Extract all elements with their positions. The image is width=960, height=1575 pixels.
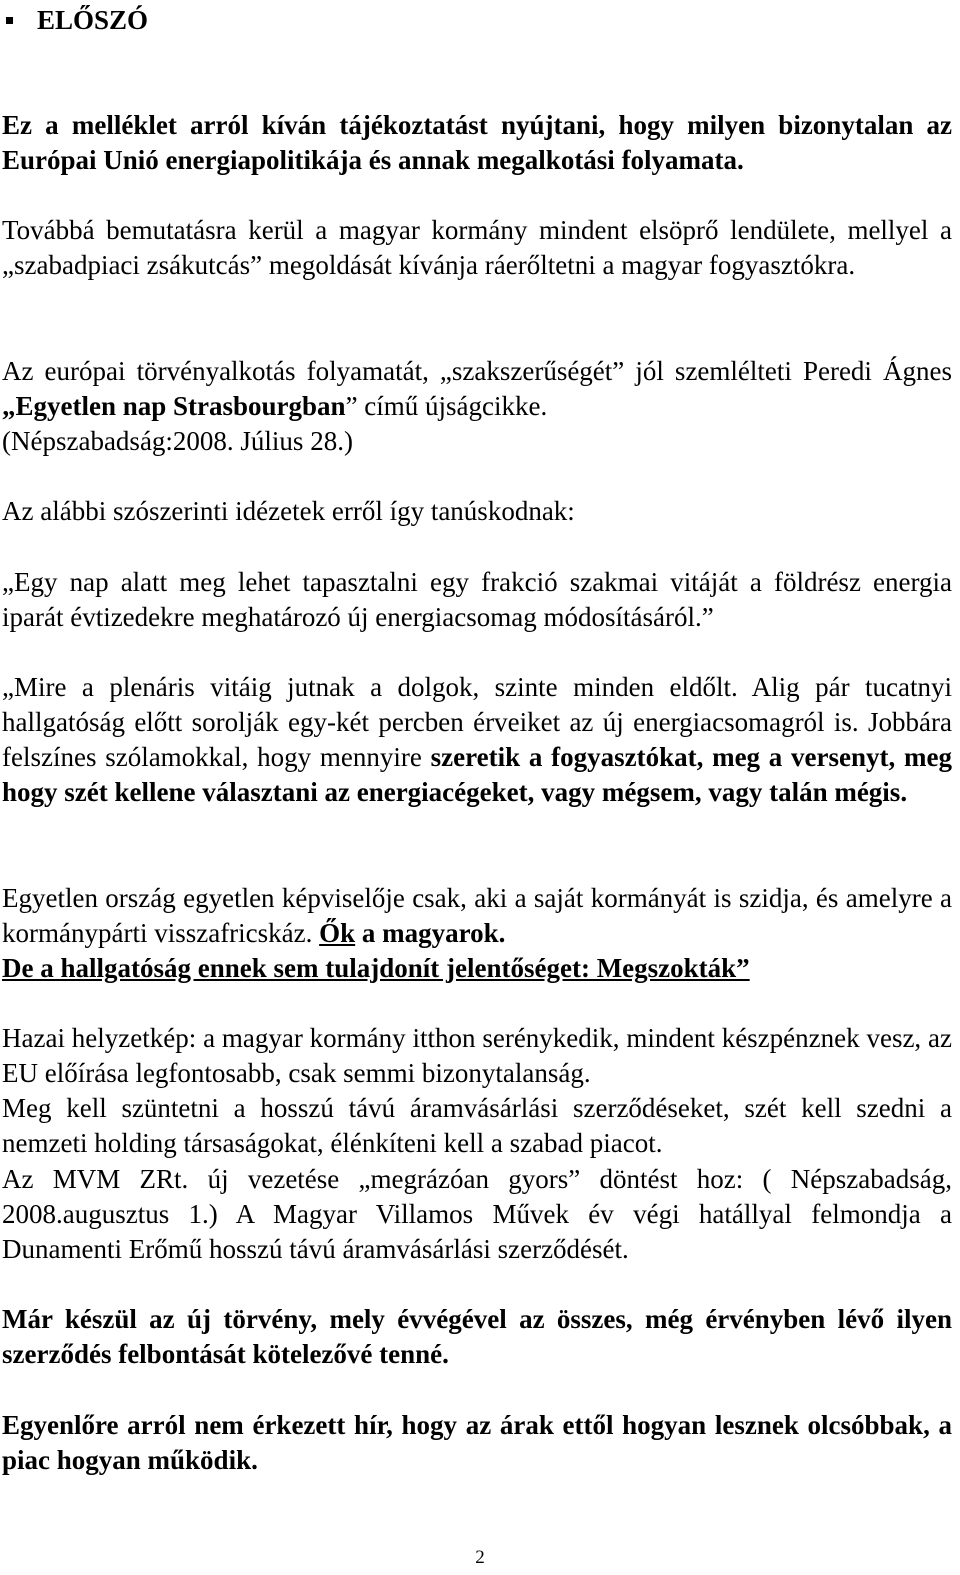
quote2-bold-text: szeretik a fogyasztókat, meg a versenyt, meg hogy szét kellene választani az energiacégeket, vagy mégsem, vagy talán mégis. bbox=[2, 742, 952, 807]
quotes-intro-paragraph: Az alábbi szószerinti idézetek erről így tanúskodnak: bbox=[2, 496, 575, 526]
quote3-underlined-text: De a hallgatóság ennek sem tulajdonít jelentőséget: Megszokták” bbox=[2, 953, 750, 983]
law-paragraph bbox=[2, 1302, 952, 1372]
quote3-bold-underlined: Ők bbox=[319, 918, 356, 948]
intro-paragraph-1 bbox=[2, 108, 952, 178]
page-number: 2 bbox=[475, 1547, 485, 1568]
quote-paragraph-3 bbox=[2, 881, 952, 986]
heading-text: ELŐSZÓ bbox=[37, 4, 149, 35]
quote3-bold-text: a magyarok. bbox=[355, 918, 506, 948]
article-text-before: Az európai törvényalkotás folyamatát, „szakszerűségét” jól szemlélteti Peredi Ágnes bbox=[2, 356, 952, 386]
intro-paragraph-2: Továbbá bemutatásra kerül a magyar kormány mindent elsöprő lendülete, mellyel a „szabadpiaci zsákutcás” megoldását kívánja ráerőltetni a magyar fogyasztókra. bbox=[2, 215, 952, 280]
domestic-paragraph-3: Az MVM ZRt. új vezetése „megrázóan gyors” döntést hoz: ( Népszabadság, 2008.augusztus 1.) A Magyar Villamos Művek év végi hatállyal felmondja a Dunamenti Erőmű hosszú távú áramvásárlási szerződését. bbox=[2, 1164, 952, 1264]
quote-paragraph-1: „Egy nap alatt meg lehet tapasztalni egy frakció szakmai vitáját a földrész energia iparát évtizedekre meghatározó új energiacsomag módosításáról.” bbox=[2, 567, 952, 632]
article-source: (Népszabadság:2008. Július 28.) bbox=[2, 426, 353, 456]
article-text-after: ” című újságcikke. bbox=[345, 391, 548, 421]
quote-paragraph-2 bbox=[2, 670, 952, 810]
domestic-paragraph-2: Meg kell szüntetni a hosszú távú áramvásárlási szerződéseket, szét kell szedni a nemzeti holding társaságokat, élénkíteni kell a szabad piacot. bbox=[2, 1093, 952, 1158]
conclusion-text: Egyenlőre arról nem érkezett hír, hogy az árak ettől hogyan lesznek olcsóbbak, a piac hogyan működik. bbox=[2, 1410, 952, 1475]
quote3-plain-text: Egyetlen ország egyetlen képviselője csak, aki a saját kormányát is szidja, és amelyre a kormánypárti visszafricskáz. bbox=[2, 883, 952, 948]
article-title: „Egyetlen nap Strasbourgban bbox=[2, 391, 346, 421]
conclusion-paragraph bbox=[2, 1408, 952, 1478]
square-bullet-icon bbox=[6, 17, 13, 24]
section-heading bbox=[2, 2, 148, 38]
law-text: Már készül az új törvény, mely évvégével az összes, még érvényben lévő ilyen szerződés felbontását kötelezővé tenné. bbox=[2, 1304, 952, 1369]
domestic-paragraph-1: Hazai helyzetkép: a magyar kormány itthon serénykedik, mindent készpénznek vesz, az EU előírása legfontosabb, csak semmi bizonytalanság. bbox=[2, 1023, 952, 1088]
article-reference-paragraph bbox=[2, 354, 952, 459]
quote2-plain-text: „Mire a plenáris vitáig jutnak a dolgok, szinte minden eldőlt. Alig pár tucatnyi hallgatóság előtt sorolják egy-két percben érveiket az új energiacsomagról is. Jobbára felszínes szólamokkal, hogy mennyire bbox=[2, 672, 952, 772]
intro-text-1: Ez a melléklet arról kíván tájékoztatást nyújtani, hogy milyen bizonytalan az Európai Unió energiapolitikája és annak megalkotási folyamata. bbox=[2, 110, 952, 175]
